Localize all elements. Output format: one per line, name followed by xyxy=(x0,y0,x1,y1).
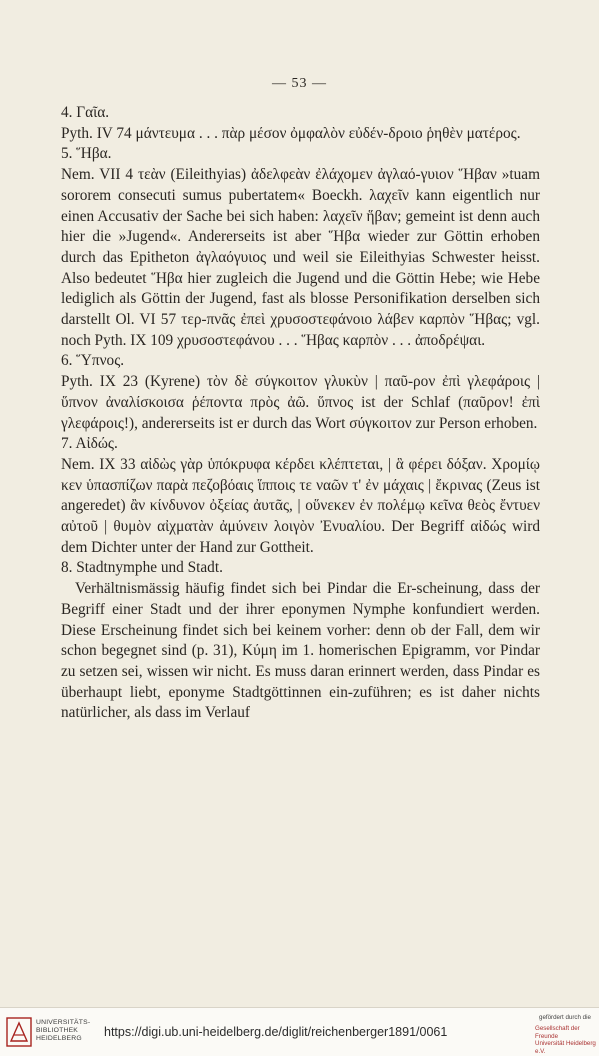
paragraph-gaia: Pyth. IV 74 μάντευμα . . . πὰρ μέσον ὀμφαλὸν εὐδέν-δροιο ῥηθὲν ματέρος. xyxy=(61,124,521,142)
paragraph-stadtnymphe: Verhältnismässig häufig findet sich bei Pindar die Er-scheinung, dass der Begriff einer Stadt und der ihrer eponymen Nymphe konfundiert werden. Diese Erscheinung findet sich bei keinem vorher: denn ob der Fall, dem wir schon begegnet sind (p. 31), Κύμη im 1. homerischen Epigramm, vor Pindar zu setzen sei, wissen wir nicht. Es muss daran erinnert werden, dass Pindar es überhaupt liebt, eponyme Stadtgöttinnen ein-zuführen; es ist daher nichts natürlicher, als dass im Verlauf xyxy=(61,580,540,722)
viewer-footer xyxy=(0,1007,599,1056)
section-heading-heba: 5. Ἥβα. xyxy=(61,145,112,163)
sponsor-label: gefördert durch die xyxy=(539,1014,591,1021)
page-number: — 53 — xyxy=(272,76,327,91)
library-name: UNIVERSITÄTS- BIBLIOTHEK HEIDELBERG xyxy=(36,1019,91,1042)
paragraph-aidos: Nem. IX 33 αἰδὼς γὰρ ὑπόκρυφα κέρδει κλέπτεται, | ἃ φέρει δόξαν. Χρομίῳ κεν ὑπασπίζων παρὰ πεζοβόαις ἵπποις τε ναῶν τ' ἐν μάχαις | ἔκρινας (Zeus ist angeredet) ἂν κίνδυνον ὀξείας ἀυτᾶς, | οὕνεκεν ἐν πολέμῳ κεῖνα θεὸς ἔντυεν αὐτοῦ | θυμὸν αἰχματὰν ἀμύνειν λοιγὸν Ἐνυαλίου. Der Begriff αἰδώς wird dem Dichter unter der Hand zur Gottheit. xyxy=(61,455,540,556)
library-logo-icon xyxy=(6,1017,32,1047)
page-body xyxy=(61,103,540,724)
section-heading-hypnos: 6. Ὕπνος. xyxy=(61,352,125,370)
section-heading-aidos: 7. Αἰδώς. xyxy=(61,435,118,453)
section-heading-stadtnymphe: 8. Stadtnymphe und Stadt. xyxy=(61,559,223,577)
paragraph-heba: Nem. VII 4 τεὰν (Eileithyias) ἀδελφεὰν ἐλάχομεν ἀγλαό-γυιον Ἥβαν »tuam sororem consecuti sumus pubertatem« Boeckh. λαχεῖν kann eigentlich nur einen Accusativ der Sache bei sich haben: λαχεῖν ἥβαν; gemeint ist denn auch hier die »Jugend«. Andererseits ist aber Ἥβα wieder zur Göttin erhoben durch das Epitheton ἀγλαόγυιος und weil sie Eileithyias Schwester heisst. Also bedeutet Ἥβα hier zugleich die Jugend und die Göttin Hebe; wie Hebe lediglich als Göttin der Jugend, fast als blosse Personifikation derselben sich darstellt Ol. VI 57 τερ-πνᾶς ἐπεὶ χρυσοστεφάνοιο λάβεν καρπὸν Ἥβας; vgl. noch Pyth. IX 109 χρυσοστεφάνου . . . Ἥβας καρπὸν . . . ἀποδρέψαι. xyxy=(61,166,540,349)
page-url-link[interactable]: https://digi.ub.uni-heidelberg.de/diglit/reichenberger1891/0061 xyxy=(104,1025,448,1039)
section-heading-gaia: 4. Γαῖα. xyxy=(61,104,110,121)
paragraph-hypnos: Pyth. IX 23 (Kyrene) τὸν δὲ σύγκοιτον γλυκὺν | παῦ-ρον ἐπὶ γλεφάροις | ὕπνον ἀναλίσκοισα ῥέποντα πρὸς ἀῶ. ὕπνος ist der Schlaf (παῦρον! ἐπὶ γλεφάροις!), andererseits ist er durch das Wort σύγκοιτον zur Person erhoben. xyxy=(61,373,540,432)
sponsor-name: Gesellschaft der Freunde Universität Heidelberg e.V. xyxy=(535,1025,596,1055)
